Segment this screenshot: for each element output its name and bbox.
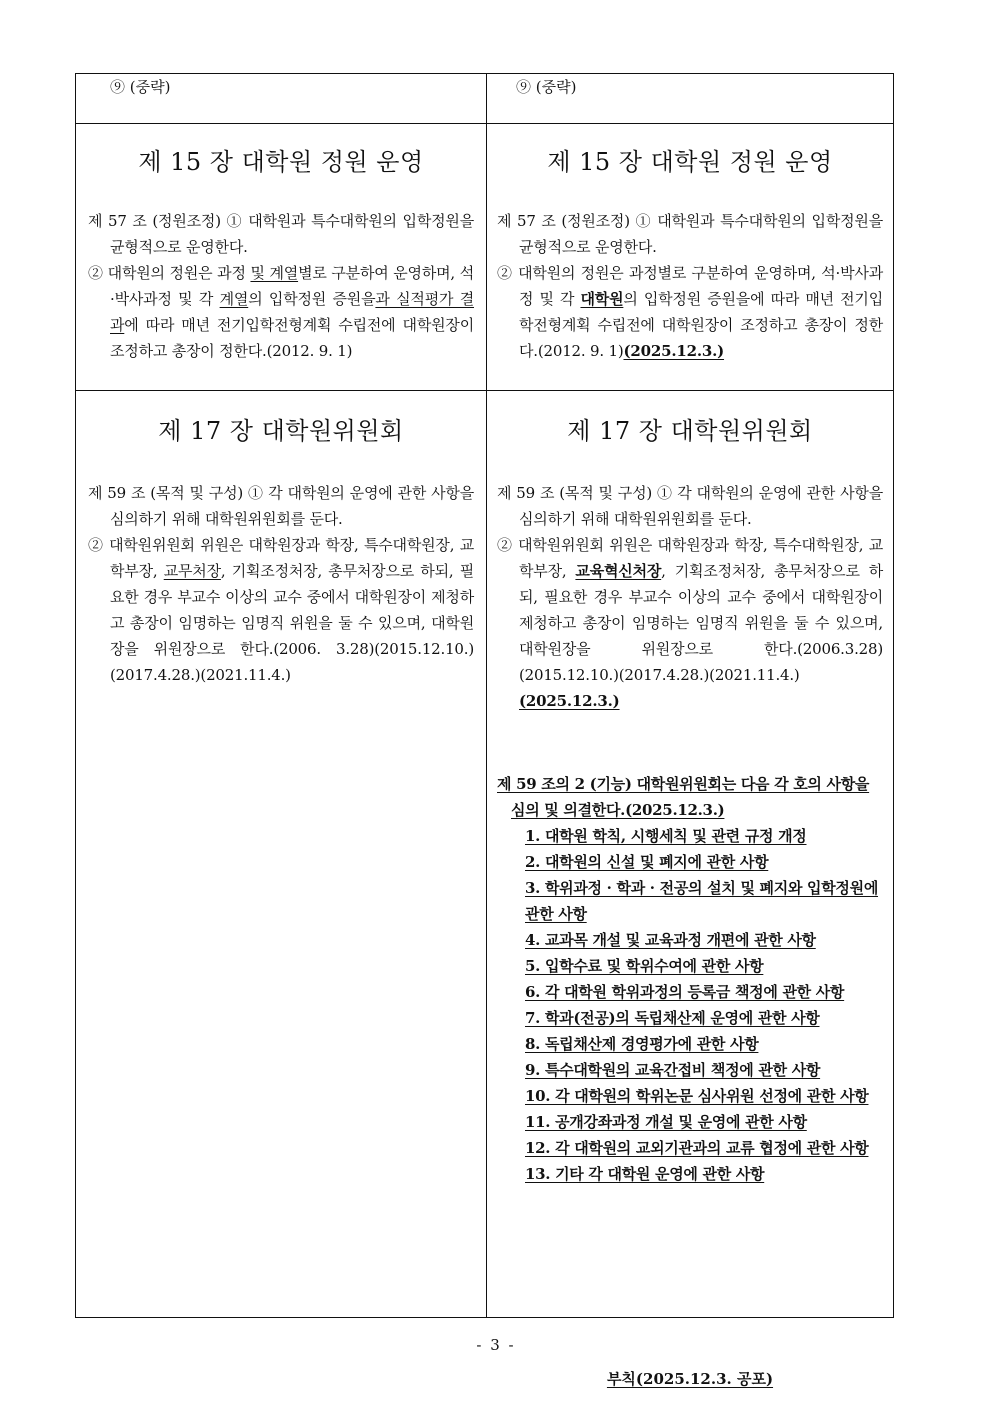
- amended-text: 계열: [219, 290, 249, 308]
- row1-right-cell: [487, 74, 893, 123]
- row1-left-cell: [76, 74, 486, 123]
- amendment-date: (2025.12.3.): [623, 342, 725, 360]
- function-list-item: 2. 대학원의 신설 및 폐지에 관한 사항: [525, 853, 769, 871]
- article-59-2-heading: 제 59 조의 2 (기능) 대학원위원회는 다음 각 호의 사항을 심의 및 의결한다.(2025.12.3.): [497, 775, 870, 819]
- comparison-table: [75, 73, 894, 1388]
- function-list-item: 10. 각 대학원의 학위논문 심사위원 선정에 관한 사항: [525, 1087, 869, 1105]
- function-list-item: 13. 기타 각 대학원 운영에 관한 사항: [525, 1165, 765, 1183]
- article-59-2-new: [497, 771, 885, 1187]
- article-57-para1: 제 57 조 (정원조정) ① 대학원과 특수대학원의 입학정원을 균형적으로 운영한다.: [497, 212, 883, 256]
- addendum: 부칙(2025.12.3. 공포): [606, 1370, 774, 1388]
- function-list-item: 7. 학과(전공)의 독립채산제 운영에 관한 사항: [525, 1009, 820, 1027]
- function-list-item: 5. 입학수료 및 학위수여에 관한 사항: [525, 957, 764, 975]
- row3-left-cell: [76, 391, 486, 1317]
- article-59-para1: 제 59 조 (목적 및 구성) ① 각 대학원의 운영에 관한 사항을 심의하기 위해 대학원위원회를 둔다.: [497, 484, 883, 528]
- amended-text: 교무처장: [163, 562, 221, 580]
- chapter-title: 제 17 장 대학원위원회: [567, 417, 813, 445]
- function-list-item: 3. 학위과정 · 학과 · 전공의 설치 및 폐지와 입학정원에 관한 사항: [525, 879, 879, 923]
- amended-text: 대학원: [580, 290, 624, 308]
- page-number: - 3 -: [476, 1336, 516, 1354]
- function-list-item: 8. 독립채산제 경영평가에 관한 사항: [525, 1035, 759, 1053]
- article-59: [88, 480, 474, 688]
- amended-text: 과 실적평가 결과: [110, 290, 474, 334]
- article-59-para2: ② 대학원위원회 위원은 대학원장과 학장, 특수대학원장, 교학부장, 교육혁신처장, 기획조정처장, 총무처장으로 하되, 필요한 경우 부교수 이상의 교수 중에서 대학원장이 제청하고 총장이 임명하는 임명직 위원을 둘 수 있으며, 대학원장을 위원장으로 한다.(2006.3.28)(2015.12.10.)(2017.4.28.)(2021.11.4.)(2025.12.3.): [497, 536, 883, 710]
- function-list-item: 4. 교과목 개설 및 교육과정 개편에 관한 사항: [525, 931, 816, 949]
- row2-left-cell: [76, 124, 486, 390]
- article-57-para2: ② 대학원의 정원은 과정 및 계열별로 구분하여 운영하며, 석·박사과정 및 각 계열의 입학정원 증원을과 실적평가 결과에 따라 매년 전기입학전형계획 수립전에 대학원장이 조정하고 총장이 정한다.(2012. 9. 1): [88, 264, 474, 360]
- function-list: [497, 823, 885, 1187]
- article-57-para1: 제 57 조 (정원조정) ① 대학원과 특수대학원의 입학정원을 균형적으로 운영한다.: [88, 212, 474, 256]
- amended-text: 및 계열: [250, 264, 299, 282]
- function-list-item: 11. 공개강좌과정 개설 및 운영에 관한 사항: [525, 1113, 807, 1131]
- article-59-para2: ② 대학원위원회 위원은 대학원장과 학장, 특수대학원장, 교학부장, 교무처장, 기획조정처장, 총무처장으로 하되, 필요한 경우 부교수 이상의 교수 중에서 대학원장이 제청하고 총장이 임명하는 임명직 위원을 둘 수 있으며, 대학원장을 위원장으로 한다.(2006. 3.28)(2015.12.10.)(2017.4.28.)(2021.11.4.): [88, 536, 475, 684]
- function-list-item: 9. 특수대학원의 교육간접비 책정에 관한 사항: [525, 1061, 821, 1079]
- chapter-title: 제 15 장 대학원 정원 운영: [138, 148, 424, 176]
- article-59-revised: [497, 480, 883, 714]
- chapter-title: 제 15 장 대학원 정원 운영: [547, 148, 833, 176]
- chapter-title: 제 17 장 대학원위원회: [158, 417, 404, 445]
- function-list-item: 1. 대학원 학칙, 시행세칙 및 관련 규정 개정: [525, 827, 807, 845]
- omitted-note: ⑨ (중략): [110, 78, 171, 96]
- row3-right-cell: [487, 391, 893, 1388]
- omitted-note: ⑨ (중략): [516, 78, 577, 96]
- article-59-para1: 제 59 조 (목적 및 구성) ① 각 대학원의 운영에 관한 사항을 심의하기 위해 대학원위원회를 둔다.: [88, 484, 474, 528]
- function-list-item: 12. 각 대학원의 교외기관과의 교류 협정에 관한 사항: [525, 1139, 869, 1157]
- article-57: [88, 208, 474, 364]
- row2-right-cell: [487, 124, 893, 390]
- article-57-revised: [497, 208, 883, 364]
- amended-text: 교육혁신처장: [575, 562, 662, 580]
- function-list-item: 6. 각 대학원 학위과정의 등록금 책정에 관한 사항: [525, 983, 845, 1001]
- article-57-para2: ② 대학원의 정원은 과정별로 구분하여 운영하며, 석·박사과정 및 각 대학원의 입학정원 증원을에 따라 매년 전기입학전형계획 수립전에 대학원장이 조정하고 총장이 정한다.(2012. 9. 1)(2025.12.3.): [497, 264, 884, 360]
- amendment-date: (2025.12.3.): [519, 692, 620, 710]
